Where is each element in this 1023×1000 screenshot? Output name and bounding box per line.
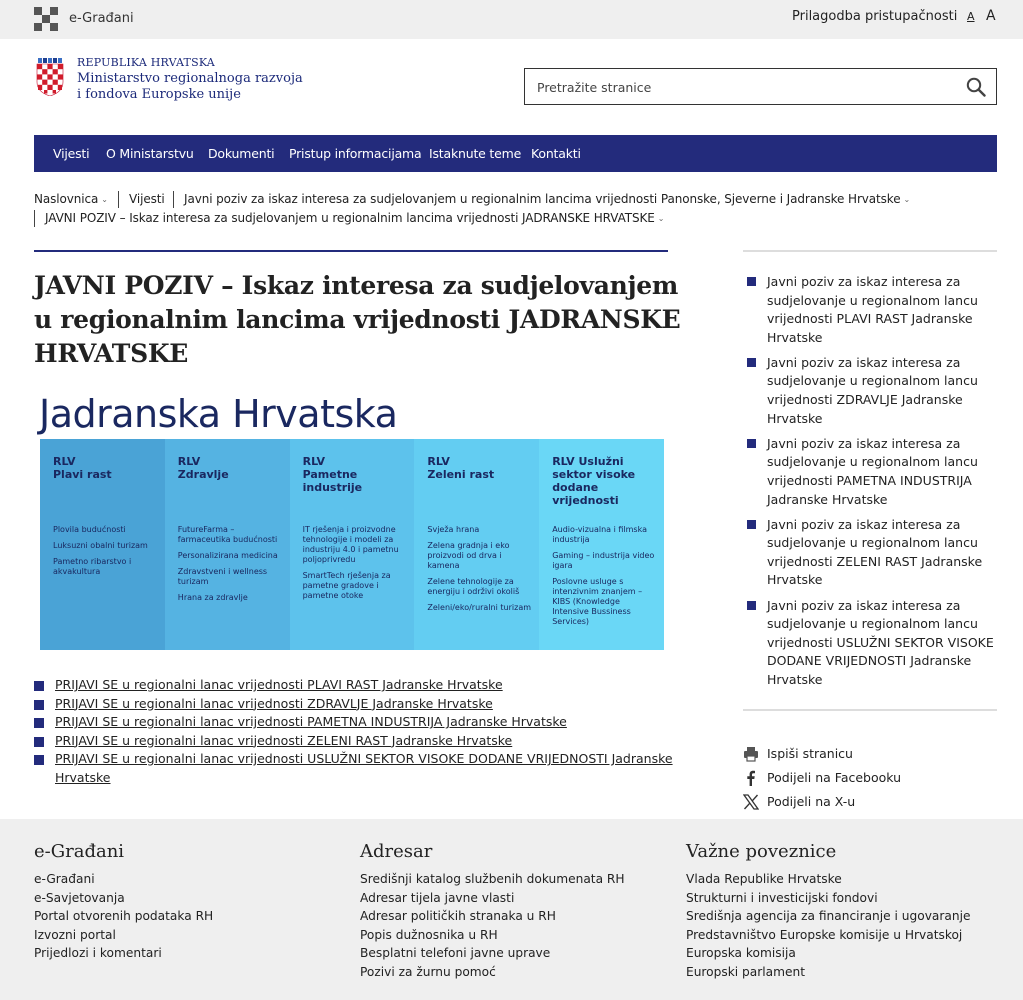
infographic-item: Audio-vizualna i filmska industrija — [552, 525, 647, 544]
infographic-column-title: RLV Zdravlje — [177, 455, 229, 481]
font-size-small-button[interactable]: A — [967, 10, 975, 23]
sidebar-related-label: Javni poziv za iskaz interesa za sudjelovanje u regionalnom lancu vrijednosti PLAVI RAST Jadranske Hrvatske — [767, 274, 978, 345]
ministry-name-line2: i fondova Europske unije — [77, 87, 241, 102]
search-input[interactable] — [537, 77, 937, 97]
apply-link[interactable] — [34, 676, 674, 695]
bullet-square-icon — [34, 718, 44, 728]
sidebar-related-link[interactable] — [743, 435, 997, 509]
infographic-item: FutureFarma – farmaceutika budućnosti — [177, 525, 278, 544]
chevron-down-icon: ⌄ — [101, 195, 108, 204]
footer-heading: Važne poveznice — [686, 841, 837, 862]
search-icon[interactable] — [966, 77, 986, 97]
infographic-item: Poslovne usluge s intenzivnim znanjem – KIBS (Knowledge Intensive Bussiness Services) — [552, 577, 643, 626]
nav-item-kontakti[interactable]: Kontakti — [531, 146, 581, 161]
infographic-column — [539, 439, 664, 650]
nav-item-pristup-informacijama[interactable]: Pristup informacijama — [289, 146, 422, 161]
bullet-square-icon — [747, 358, 756, 367]
share-x-label: Podijeli na X-u — [767, 794, 856, 809]
footer-link[interactable]: Prijedlozi i komentari — [34, 946, 162, 961]
footer-link[interactable]: Pozivi za žurnu pomoć — [360, 964, 496, 979]
sidebar-related-link[interactable] — [743, 597, 997, 690]
printer-icon — [743, 746, 759, 762]
infographic-column — [290, 439, 415, 650]
nav-item-vijesti[interactable]: Vijesti — [53, 146, 90, 161]
breadcrumb-home-label: Naslovnica — [34, 192, 99, 206]
sidebar-related-link[interactable] — [743, 273, 997, 347]
footer-link[interactable]: Europska komisija — [686, 946, 796, 961]
share-facebook-label: Podijeli na Facebooku — [767, 770, 902, 785]
infographic-item: Zelena gradnja i eko proizvodi od drva i kamena — [427, 541, 510, 570]
breadcrumb-home[interactable] — [34, 192, 108, 206]
infographic-item: Luksuzni obalni turizam — [53, 541, 148, 550]
bullet-square-icon — [747, 601, 756, 610]
footer-link[interactable]: Predstavništvo Europske komisije u Hrvatskoj — [686, 927, 963, 942]
footer-link[interactable]: Središnji katalog službenih dokumenata RH — [360, 872, 625, 886]
apply-link[interactable] — [34, 695, 674, 714]
egradjani-link[interactable]: e-Građani — [69, 11, 134, 26]
infographic-item: Zeleni/eko/ruralni turizam — [427, 603, 532, 612]
footer-link[interactable]: Europski parlament — [686, 964, 805, 979]
breadcrumb-parent-label: Javni poziv za iskaz interesa za sudjelovanjem u regionalnim lancima vrijednosti Panonske, Sjeverne i Jadranske Hrvatske — [184, 192, 901, 206]
infographic-item: Hrana za zdravlje — [177, 593, 248, 602]
infographic-item: Plovila budućnosti — [53, 525, 126, 534]
apply-link-label: PRIJAVI SE u regionalni lanac vrijednosti ZELENI RAST Jadranske Hrvatske — [55, 732, 513, 748]
footer-link[interactable]: Adresar tijela javne vlasti — [360, 890, 515, 905]
apply-link[interactable] — [34, 732, 674, 751]
sidebar-related-link[interactable] — [743, 354, 997, 428]
font-size-large-button[interactable]: A — [986, 8, 996, 24]
footer-link[interactable]: Adresar političkih stranaka u RH — [360, 909, 556, 924]
infographic-column-list — [552, 525, 658, 633]
infographic-column-list — [178, 525, 284, 609]
footer — [0, 819, 1023, 1000]
footer-link[interactable]: Strukturni i investicijski fondovi — [686, 890, 878, 905]
infographic-column — [414, 439, 539, 650]
breadcrumb-separator — [34, 210, 35, 227]
sidebar-related-label: Javni poziv za iskaz interesa za sudjelovanje u regionalnom lancu vrijednosti USLUŽNI SEKTOR VISOKE DODANE VRIJEDNOSTI Jadranske Hrvatske — [767, 597, 994, 687]
apply-links-list — [34, 676, 674, 787]
page-title: JAVNI POZIV – Iskaz interesa za sudjelovanjem u regionalnim lancima vrijednosti JADRANSKE HRVATSKE — [34, 271, 681, 368]
facebook-icon — [743, 770, 759, 786]
infographic-item: Zdravstveni i wellness turizam — [177, 567, 268, 586]
accessibility-link[interactable]: Prilagodba pristupačnosti — [792, 9, 958, 24]
apply-link[interactable] — [34, 750, 674, 787]
sidebar-related-link[interactable] — [743, 516, 997, 590]
footer-heading: e-Građani — [34, 841, 125, 862]
ministry-name-line1: Ministarstvo regionalnoga razvoja — [77, 71, 303, 86]
apply-link-label: PRIJAVI SE u regionalni lanac vrijednosti PAMETNA INDUSTRIJA Jadranske Hrvatske — [55, 714, 567, 729]
infographic-item: Personalizirana medicina — [177, 551, 278, 560]
infographic-item: SmartTech rješenja za pametne gradove i pametne otoke — [302, 571, 391, 600]
title-divider — [34, 250, 668, 252]
footer-heading: Adresar — [360, 841, 433, 862]
nav-item-dokumenti[interactable]: Dokumenti — [208, 146, 275, 161]
croatian-coat-of-arms-icon[interactable] — [36, 58, 64, 96]
footer-link[interactable]: e-Savjetovanja — [34, 890, 125, 905]
nav-item-istaknute-teme[interactable]: Istaknute teme — [429, 146, 522, 161]
infographic-column-title: RLV Pametne industrije — [302, 455, 363, 494]
footer-col-vazne-poveznice — [686, 841, 970, 982]
infographic-item: Svježa hrana — [427, 525, 480, 534]
infographic-item: Zelene tehnologije za energiju i održivi okoliš — [427, 577, 520, 596]
footer-link[interactable]: Vlada Republike Hrvatske — [686, 872, 842, 886]
footer-link[interactable]: e-Građani — [34, 872, 95, 886]
footer-link[interactable]: Izvozni portal — [34, 927, 116, 942]
print-page-label: Ispiši stranicu — [767, 746, 853, 761]
bullet-square-icon — [34, 755, 44, 765]
egradjani-logo-icon[interactable] — [34, 7, 58, 31]
sidebar-related-label: Javni poziv za iskaz interesa za sudjelovanje u regionalnom lancu vrijednosti ZELENI RAST Jadranske Hrvatske — [767, 516, 983, 588]
sidebar-divider — [743, 250, 997, 252]
chevron-down-icon: ⌄ — [657, 214, 665, 223]
infographic-column-title: RLV Zeleni rast — [427, 455, 495, 481]
sidebar-related-label: Javni poziv za iskaz interesa za sudjelovanje u regionalnom lancu vrijednosti PAMETNA INDUSTRIJA Jadranske Hrvatske — [767, 435, 978, 507]
bullet-square-icon — [34, 700, 44, 710]
infographic-column-list — [53, 525, 159, 583]
infographic-heading: Jadranska Hrvatska — [39, 392, 398, 436]
breadcrumb-news[interactable]: Vijesti — [129, 192, 165, 206]
infographic-column — [165, 439, 290, 650]
breadcrumb-current-label: JAVNI POZIV – Iskaz interesa za sudjelovanjem u regionalnim lancima vrijednosti JADRANSKE HRVATSKE — [45, 211, 655, 225]
infographic-image — [34, 388, 668, 654]
bullet-square-icon — [747, 439, 756, 448]
infographic-column-list — [303, 525, 409, 607]
apply-link-label: PRIJAVI SE u regionalni lanac vrijednosti USLUŽNI SEKTOR VISOKE DODANE VRIJEDNOSTI Jadranske Hrvatske — [55, 751, 673, 785]
chevron-down-icon: ⌄ — [903, 195, 911, 204]
bullet-square-icon — [747, 277, 756, 286]
infographic-column-list — [427, 525, 533, 619]
apply-link[interactable] — [34, 713, 674, 732]
x-logo-icon — [743, 794, 759, 810]
breadcrumb-current[interactable] — [45, 211, 664, 225]
footer-link[interactable]: Besplatni telefoni javne uprave — [360, 946, 551, 961]
infographic-columns — [40, 439, 664, 650]
infographic-column-title: RLV Uslužni sektor visoke dodane vrijednosti — [552, 455, 636, 507]
search-box — [524, 68, 997, 105]
breadcrumb-separator — [118, 191, 119, 208]
footer-col-adresar — [360, 841, 625, 982]
apply-link-label: PRIJAVI SE u regionalni lanac vrijednosti ZDRAVLJE Jadranske Hrvatske — [55, 695, 493, 711]
footer-link[interactable]: Središnja agencija za financiranje i ugovaranje — [686, 909, 971, 924]
infographic-column — [40, 439, 165, 650]
sidebar-related-label: Javni poziv za iskaz interesa za sudjelovanje u regionalnom lancu vrijednosti ZDRAVLJE Jadranske Hrvatske — [767, 354, 978, 426]
ministry-name[interactable] — [77, 55, 303, 103]
infographic-item: Gaming – industrija video igara — [552, 551, 655, 570]
bullet-square-icon — [747, 520, 756, 529]
sidebar-related-list — [743, 273, 997, 696]
country-name: REPUBLIKA HRVATSKA — [77, 56, 215, 69]
breadcrumb-parent[interactable] — [184, 192, 910, 206]
apply-link-label: PRIJAVI SE u regionalni lanac vrijednosti PLAVI RAST Jadranske Hrvatske — [55, 677, 503, 692]
footer-link[interactable]: Popis dužnosnika u RH — [360, 927, 498, 942]
infographic-column-title: RLV Plavi rast — [53, 455, 112, 481]
footer-col-egradjani — [34, 841, 213, 963]
main-nav — [34, 135, 997, 172]
sidebar-divider — [743, 709, 997, 711]
infographic-item: Pametno ribarstvo i akvakultura — [53, 557, 132, 576]
nav-item-o-ministarstvu[interactable]: O Ministarstvu — [106, 146, 194, 161]
top-bar — [0, 0, 1023, 39]
bullet-square-icon — [34, 681, 44, 691]
footer-link[interactable]: Portal otvorenih podataka RH — [34, 909, 214, 924]
infographic-item: IT rješenja i proizvodne tehnologije i modeli za industriju 4.0 i pametnu poljoprivredu — [302, 525, 399, 564]
breadcrumb-separator — [173, 191, 174, 208]
bullet-square-icon — [34, 737, 44, 747]
